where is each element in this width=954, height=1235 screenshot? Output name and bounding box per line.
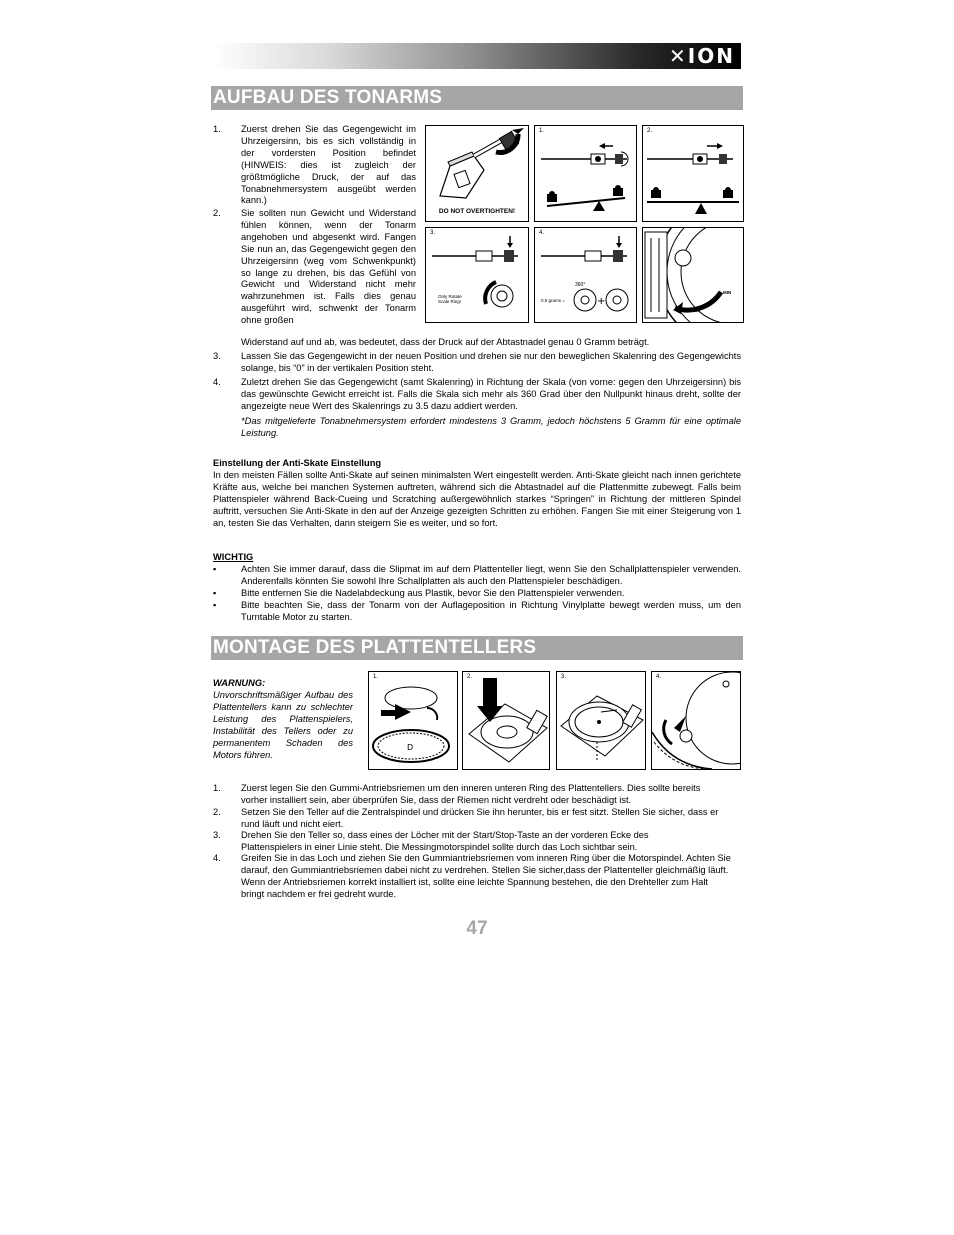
list-number: 1.	[213, 124, 221, 134]
list-number: 2.	[213, 807, 221, 817]
section-title-platter: MONTAGE DES PLATTENTELLERS	[211, 636, 743, 660]
figure-step-4	[534, 227, 637, 323]
grams-label: 0.5 grams =	[541, 298, 565, 303]
page-number: 47	[466, 918, 488, 939]
platter-drawing-2	[463, 672, 549, 769]
bullet-icon: ▪	[213, 600, 217, 610]
figure-step-2	[642, 125, 744, 222]
list-number: 4.	[213, 377, 221, 387]
important-heading: WICHTIG	[213, 552, 254, 562]
figure-number: 4.	[656, 674, 662, 680]
platter-drawing-1	[369, 672, 457, 769]
min-label: MIN	[723, 290, 732, 295]
bullet-icon: ▪	[213, 588, 217, 598]
tonearm-step-3: Lassen Sie das Gegengewicht in der neuen Position und drehen sie nur den beweglichen Skalenring des Gegengewichts solange, bis “0” in der vertikalen Position steht.	[241, 351, 741, 373]
section-title-tonearm: AUFBAU DES TONARMS	[211, 86, 743, 110]
warning-text: Unvorschriftsmäßiger Aufbau des Plattentellers kann zu schlechter Leistung des Plattenspielers, Instabilität des Tellers oder zu permanentem Schaden des Motors führen.	[213, 690, 353, 760]
figure-number: 3.	[430, 230, 436, 236]
figure-number: 1.	[539, 128, 545, 134]
cartridge-note: *Das mitgelieferte Tonabnehmersystem erfordert mindestens 3 Gramm, jedoch höchstens 5 Gramm für eine optimale Leistung.	[241, 416, 741, 438]
ion-logo: ✕ ION	[669, 44, 735, 68]
balance-drawing-1	[535, 126, 636, 221]
platter-step-3: Drehen Sie den Teller so, dass eines der Löcher mit der Start/Stop-Taste an der vorderen Ecke des Plattenspielers in einer Linie steht. Die Messingmotorspindel sollte durch das Loch sichtbar sein.	[241, 830, 649, 852]
counterweight-drawing-4	[535, 228, 636, 322]
important-item-1: Achten Sie immer darauf, dass die Slipmat im auf dem Plattenteller liegt, wenn Sie den Schallplattenspieler verwenden. Anderenfalls könnten Sie sowohl Ihre Schallplatten als auch den Plattenspieler beschädigen.	[241, 564, 741, 586]
figure-headshell	[425, 125, 529, 222]
platter-figure-2	[462, 671, 550, 770]
list-number: 2.	[213, 208, 221, 218]
platter-figure-3	[556, 671, 646, 770]
important-item-3: Bitte beachten Sie, dass der Tonarm von der Auflageposition in Richtung Vinylplatte bewegt werden muss, um den Turntable Motor zu starten.	[241, 600, 741, 622]
list-number: 4.	[213, 853, 221, 863]
platter-figure-1	[368, 671, 458, 770]
tonearm-step-2-continued: Widerstand auf und ab, was bedeutet, dass der Druck auf der Abtastnadel genau 0 Gramm beträgt.	[241, 337, 650, 347]
counterweight-drawing-3	[426, 228, 528, 322]
svg-text:D: D	[407, 743, 414, 752]
figure-number: 4.	[539, 230, 545, 236]
headshell-drawing	[426, 126, 528, 206]
list-number: 3.	[213, 830, 221, 840]
tonearm-step-2: Sie sollten nun Gewicht und Widerstand fühlen können, wenn der Tonarm angehoben und abgesenkt wird. Fangen Sie nun an, das Gegengewicht gegen den Uhrzeigersinn (weg vom Schwenkpunkt) so lange zu drehen, bis das Gefühl von Gewicht und Widerstand nicht mehr wahrzunehmen ist. Falls dies genau ausgeführt wird, schwenkt der Tonarm ohne großen	[241, 208, 416, 326]
platter-step-1: Zuerst legen Sie den Gummi-Antriebsriemen um den inneren unteren Ring des Plattentellers. Dies sollte bereits vorher installiert sein, aber überprüfen Sie, dass der Riemen nicht verdreht oder beschädigt ist.	[241, 783, 701, 805]
platter-step-4: Greifen Sie in das Loch und ziehen Sie den Gummiantriebsriemen vom inneren Ring über die Motorspindel. Achten Sie darauf, den Gummiantriebsriemen dabei nicht zu verdrehen. Stellen Sie sicher,dass der Plattenteller gleichmäßig läuft. Wenn der Antriebsriemen korrekt installiert ist, sollte eine leichte Spannung bestehen, die den Drehteller zum Halt bringt nachdem er frei gedreht wurde.	[241, 853, 731, 899]
header-gradient-bar	[213, 43, 741, 69]
figure-antiskate-dial	[642, 227, 744, 323]
bullet-icon: ▪	[213, 564, 217, 574]
balance-drawing-2	[643, 126, 743, 221]
svg-text:+: +	[597, 296, 606, 307]
degree-label: 360°	[575, 282, 586, 288]
figure-number: 2.	[467, 674, 473, 680]
platter-figure-4	[651, 671, 741, 770]
platter-drawing-3	[557, 672, 645, 769]
warning-heading: WARNUNG:	[213, 678, 266, 688]
figure-step-3	[425, 227, 529, 323]
figure-step-1	[534, 125, 637, 222]
antiskate-heading: Einstellung der Anti-Skate Einstellung	[213, 458, 382, 468]
list-number: 1.	[213, 783, 221, 793]
only-rotate-label: Only Rotate Scale Ring!	[438, 294, 462, 304]
tonearm-step-1: Zuerst drehen Sie das Gegengewicht im Uhrzeigersinn, bis es sich vollständig in der vordersten Position befindet (HINWEIS: dies ist zugleich der größtmögliche Druck, der auf das Tonabnehmersystem ausgeübt werden kann.)	[241, 124, 416, 206]
platter-step-2: Setzen Sie den Teller auf die Zentralspindel und drücken Sie ihn herunter, bis er fest sitzt. Stellen Sie sicher, dass er rund läuft und nicht eiert.	[241, 807, 719, 829]
overtighten-label: DO NOT OVERTIGHTEN!	[438, 208, 516, 215]
important-item-2: Bitte entfernen Sie die Nadelabdeckung aus Plastik, bevor Sie den Plattenspieler verwenden.	[241, 588, 625, 598]
max-label: MAX	[689, 308, 699, 313]
figure-number: 2.	[647, 128, 653, 134]
list-number: 3.	[213, 351, 221, 361]
figure-number: 3.	[561, 674, 567, 680]
platter-drawing-4	[652, 672, 740, 769]
antiskate-text: In den meisten Fällen sollte Anti-Skate auf seinen minimalsten Wert eingestellt werden. Anti-Skate gleicht nach innen gerichtete Kräfte aus, welche bei manchen Systemen auftreten, während sich die Abtastnadel auf die Plattenmitte zubewegt. Falls beim Plattenspieler während Back-Cueing und Scratching außergewöhnlich starkes “Springen” in Richtung der mittleren Spindel auftritt, versuchen Sie Anti-Skate in den auf der Anzeige gezeigten Schritten zu erhöhen. Fangen Sie mit einer Steigerung von 1 an, testen Sie das Verhalten, dann steigern Sie es weiter, und so fort.	[213, 470, 741, 528]
tonearm-step-4: Zuletzt drehen Sie das Gegengewicht (samt Skalenring) in Richtung der Skala (von vorne: gegen den Uhrzeigersinn) bis das gewünschte Gewicht erreicht ist. Falls die Skala sich mehr als 360 Grad über den Nullpunkt hinaus dreht, sollte der angezeigte neue Wert des Skalenrings zu 3.5 dazu addiert werden.	[241, 377, 741, 411]
figure-number: 1.	[373, 674, 379, 680]
